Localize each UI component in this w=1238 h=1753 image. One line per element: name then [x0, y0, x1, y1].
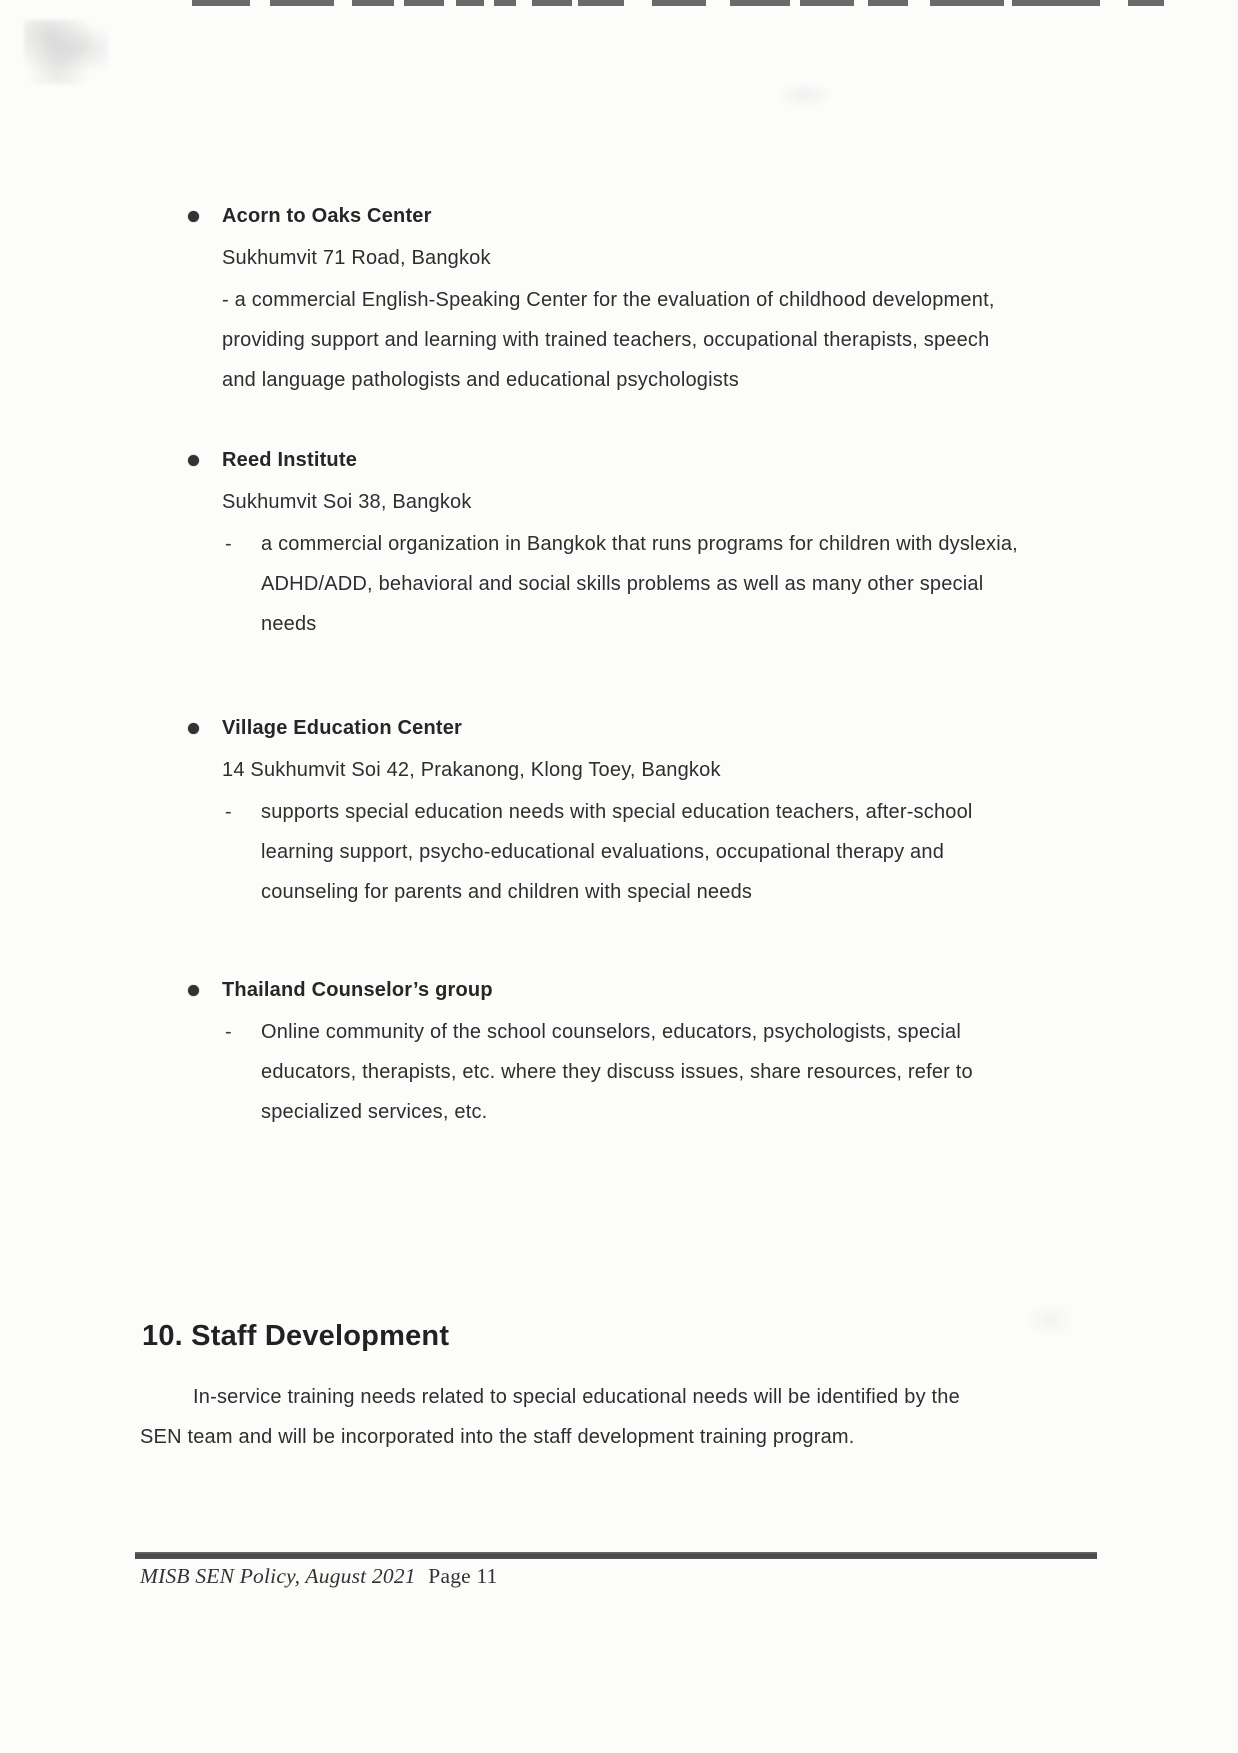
footer-document-label: MISB SEN Policy, August 2021	[140, 1564, 416, 1588]
dash-marker: -	[225, 1021, 232, 1043]
footer-page-label: Page 11	[428, 1564, 498, 1588]
paragraph-line: SEN team and will be incorporated into the staff development training program.	[140, 1426, 855, 1448]
note-line: counseling for parents and children with special needs	[261, 881, 753, 903]
note-line: learning support, psycho-educational evaluations, occupational therapy and	[261, 841, 945, 863]
resource-item-thailand-counselors-group	[140, 970, 1120, 1132]
dash-marker: -	[225, 533, 232, 555]
note-line: a commercial organization in Bangkok that runs programs for children with dyslexia,	[261, 533, 1018, 555]
resource-name: Reed Institute	[222, 449, 358, 471]
bullet-icon	[188, 985, 199, 996]
bullet-icon	[188, 723, 199, 734]
footer	[140, 1564, 498, 1589]
note-line: specialized services, etc.	[261, 1101, 488, 1123]
dash-marker: -	[225, 801, 232, 823]
resource-note	[225, 524, 1120, 644]
bullet-icon	[188, 211, 199, 222]
resource-address: Sukhumvit Soi 38, Bangkok	[222, 491, 472, 513]
note-line: and language pathologists and educational psychologists	[222, 369, 739, 391]
note-line: supports special education needs with special education teachers, after-school	[261, 801, 973, 823]
note-line: needs	[261, 613, 317, 635]
spacer	[140, 644, 1120, 708]
scan-smudge	[770, 80, 840, 110]
resource-item-acorn-to-oaks	[140, 196, 1120, 400]
resource-item-reed-institute	[140, 440, 1120, 644]
pencil-smudge	[24, 20, 108, 84]
note-line: educators, therapists, etc. where they discuss issues, share resources, refer to	[261, 1061, 973, 1083]
section-paragraph	[140, 1377, 1120, 1457]
resource-note	[225, 1012, 1120, 1132]
section-heading: 10. Staff Development	[142, 1320, 450, 1352]
resource-item-village-education-center	[140, 708, 1120, 912]
resource-name: Acorn to Oaks Center	[222, 205, 432, 227]
resource-name: Village Education Center	[222, 717, 463, 739]
footer-divider	[135, 1552, 1097, 1559]
resource-note	[222, 280, 1120, 400]
note-line: - a commercial English-Speaking Center for the evaluation of childhood development,	[222, 289, 995, 311]
paragraph-line: In-service training needs related to special educational needs will be identified by the	[193, 1386, 960, 1408]
note-line: providing support and learning with trained teachers, occupational therapists, speech	[222, 329, 990, 351]
spacer	[140, 400, 1120, 440]
resource-address: Sukhumvit 71 Road, Bangkok	[222, 247, 491, 269]
scan-edge-artifact	[0, 0, 1238, 6]
resource-note	[225, 792, 1120, 912]
resource-address: 14 Sukhumvit Soi 42, Prakanong, Klong Toey, Bangkok	[222, 759, 721, 781]
spacer	[140, 912, 1120, 970]
bullet-icon	[188, 455, 199, 466]
resource-list	[140, 196, 1120, 1457]
note-line: Online community of the school counselors, educators, psychologists, special	[261, 1021, 961, 1043]
note-line: ADHD/ADD, behavioral and social skills problems as well as many other special	[261, 573, 984, 595]
resource-name: Thailand Counselor’s group	[222, 979, 493, 1001]
